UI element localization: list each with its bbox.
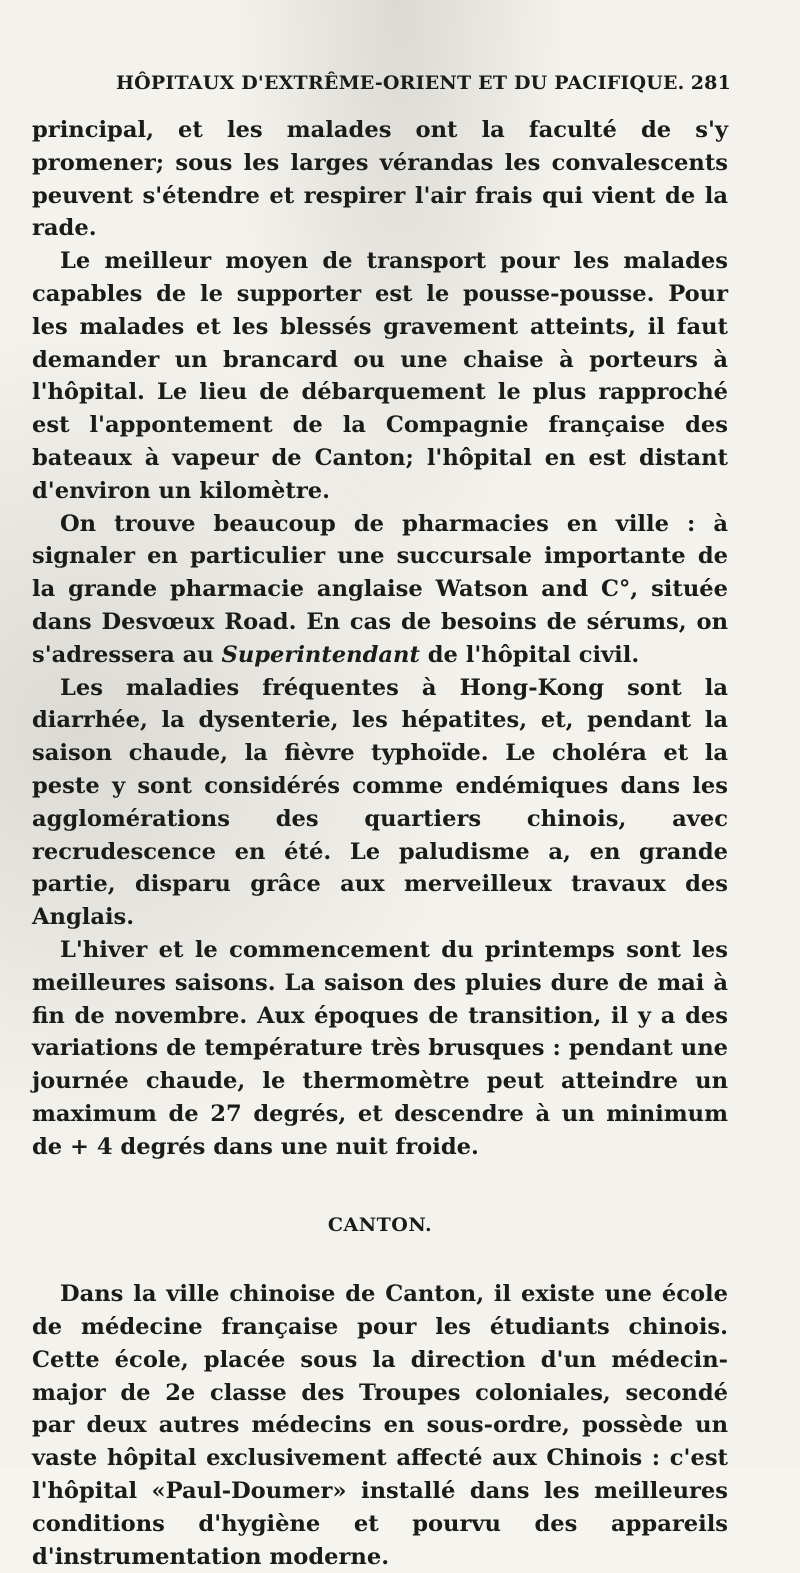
paragraph-1: principal, et les malades ont la faculté de s'y promener; sous les larges vérandas les convalescents peuvent s'étendre et respirer l'air frais qui vient de la rade. <box>32 117 728 242</box>
running-title: HÔPITAUX D'EXTRÊME-ORIENT ET DU PACIFIQUE. <box>116 72 685 94</box>
paragraph-6: Dans la ville chinoise de Canton, il existe une école de médecine française pour les étudiants chinois. Cette école, placée sous la direction d'un médecin-major de 2e classe des Troupes coloniales, secondé par deux autres médecins en sous-ordre, possède un vaste hôpital exclusivement affecté aux Chinois : c'est l'hôpital «Paul-Doumer» installé dans les meilleures conditions d'hygiène et pourvu des appareils d'instrumentation moderne. <box>32 1281 728 1570</box>
paragraph-3-text-b: de l'hôpital civil. <box>419 641 640 668</box>
body-text <box>32 114 728 1573</box>
page-number: 281 <box>690 72 731 94</box>
paragraph-4: Les maladies fréquentes à Hong-Kong sont la diarrhée, la dysenterie, les hépatites, et, pendant la saison chaude, la fièvre typhoïde. Le choléra et la peste y sont considérés comme endémiques dans les agglomérations des quartiers chinois, avec recrudescence en été. Le paludisme a, en grande partie, disparu grâce aux merveilleux travaux des Anglais. <box>32 674 728 931</box>
running-head <box>116 72 731 94</box>
paragraph-3-text-a: On trouve beaucoup de pharmacies en ville : à signaler en particulier une succursale importante de la grande pharmacie anglaise Watson and C°, située dans Desvœux Road. En cas de besoins de sérums, on s'adressera au <box>32 510 728 668</box>
paragraph-2: Le meilleur moyen de transport pour les malades capables de le supporter est le pousse-pousse. Pour les malades et les blessés gravement atteints, il faut demander un brancard ou une chaise à porteurs à l'hôpital. Le lieu de débarquement le plus rapproché est l'appontement de la Compagnie française des bateaux à vapeur de Canton; l'hôpital en est distant d'environ un kilomètre. <box>32 248 728 504</box>
section-title: CANTON. <box>327 1213 433 1236</box>
paragraph-5: L'hiver et le commencement du printemps sont les meilleures saisons. La saison des pluies dure de mai à fin de novembre. Aux époques de transition, il y a des variations de température très brusques : pendant une journée chaude, le thermomètre peut atteindre un maximum de 27 degrés, et descendre à un minimum de + 4 degrés dans une nuit froide. <box>32 936 728 1160</box>
paragraph-3 <box>32 508 728 672</box>
paragraph-3-italic: Superintendant <box>221 641 420 668</box>
